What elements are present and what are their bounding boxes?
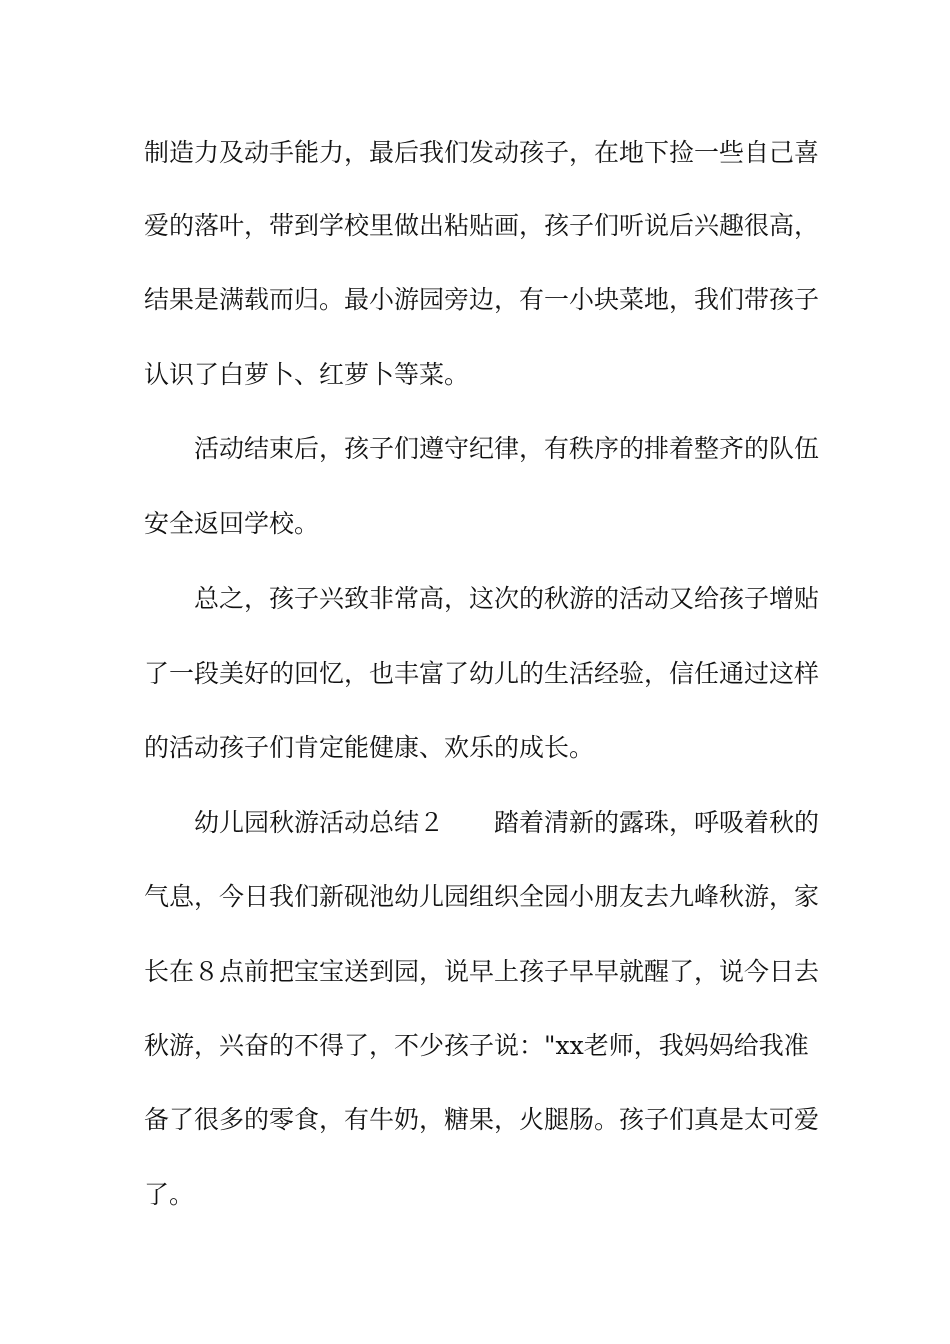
paragraph-line: 幼儿园秋游活动总结２ 踏着清新的露珠，呼吸着秋的	[194, 808, 820, 837]
paragraph-line: 爱的落叶，带到学校里做出粘贴画，孩子们听说后兴趣很高，	[144, 211, 820, 240]
paragraph-line: 秋游，兴奋的不得了，不少孩子说："xx老师，我妈妈给我准	[144, 1031, 809, 1060]
paragraph-line: 了一段美好的回忆，也丰富了幼儿的生活经验，信任通过这样	[144, 659, 820, 688]
paragraph-line: 结果是满载而归。最小游园旁边，有一小块菜地，我们带孩子	[144, 285, 820, 314]
paragraph-line: 总之，孩子兴致非常高，这次的秋游的活动又给孩子增贴	[194, 584, 820, 613]
paragraph-line: 认识了白萝卜、红萝卜等菜。	[144, 360, 470, 389]
paragraph-line: 安全返回学校。	[144, 509, 320, 538]
paragraph-line: 制造力及动手能力，最后我们发动孩子，在地下捡一些自己喜	[144, 138, 820, 167]
paragraph-line: 气息，今日我们新砚池幼儿园组织全园小朋友去九峰秋游，家	[144, 882, 820, 911]
paragraph-line: 长在８点前把宝宝送到园，说早上孩子早早就醒了，说今日去	[144, 957, 820, 986]
paragraph-line: 的活动孩子们肯定能健康、欢乐的成长。	[144, 733, 595, 762]
paragraph-line: 活动结束后，孩子们遵守纪律，有秩序的排着整齐的队伍	[194, 434, 820, 463]
paragraph-line: 了。	[144, 1180, 195, 1209]
paragraph-line: 备了很多的零食，有牛奶，糖果，火腿肠。孩子们真是太可爱	[144, 1105, 820, 1134]
